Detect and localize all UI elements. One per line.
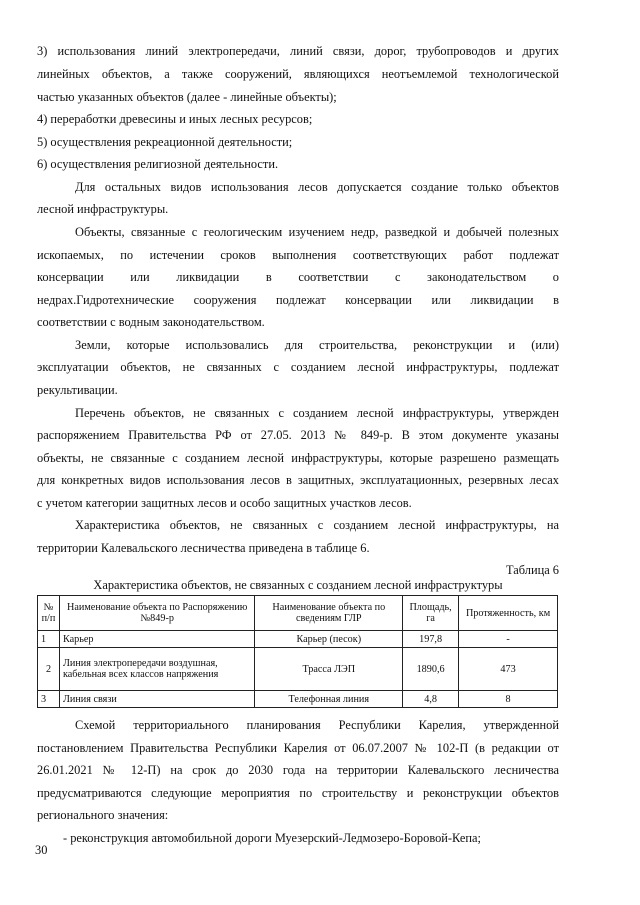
text-line: постановлением Правительства Республики Карелия от 06.07.2007 № 102-П (в редакции от <box>37 741 559 755</box>
cell-number: 3 <box>38 691 60 708</box>
table-row <box>38 631 558 648</box>
text-line: Для остальных видов использования лесов допускается создание только объектов <box>75 180 559 194</box>
table-label: Таблица 6 <box>506 563 559 577</box>
text-line: эксплуатации объектов, не связанных с созданием лесной инфраструктуры, подлежат <box>37 360 559 374</box>
cell-object-glr: Карьер (песок) <box>255 631 403 648</box>
header-number: № п/п <box>38 596 60 631</box>
cell-number: 2 <box>38 648 60 691</box>
cell-area: 197,8 <box>403 631 459 648</box>
text-line: недрах.Гидротехнические сооружения подлежат консервации или ликвидации в <box>37 293 559 307</box>
table-row <box>38 691 558 708</box>
text-line: предусматриваются следующие мероприятия по строительству и реконструкции объектов <box>37 786 559 800</box>
cell-object-glr: Трасса ЛЭП <box>255 648 403 691</box>
objects-table <box>37 595 558 708</box>
text-line: консервации или ликвидации в соответствии с законодательством о <box>37 270 559 284</box>
header-object-order: Наименование объекта по Распоряжению №849-р <box>59 596 254 631</box>
table-row <box>38 648 558 691</box>
cell-length: 8 <box>459 691 558 708</box>
text-line: соответствии с водным законодательством. <box>37 315 265 329</box>
cell-area: 4,8 <box>403 691 459 708</box>
text-line: 6) осуществления религиозной деятельности. <box>37 157 279 171</box>
text-line: линейных объектов, а также сооружений, являющихся неотъемлемой технологической <box>37 67 559 81</box>
text-line: 5) осуществления рекреационной деятельности; <box>37 135 293 149</box>
cell-number: 1 <box>38 631 60 648</box>
text-line: 26.01.2021 № 12-П) на срок до 2030 года на территории Калевальского лесничества <box>37 763 559 777</box>
cell-length: 473 <box>459 648 558 691</box>
text-line: рекультивации. <box>37 383 118 397</box>
text-line: частью указанных объектов (далее - линейные объекты); <box>37 90 337 104</box>
cell-object-order: Карьер <box>59 631 254 648</box>
cell-object-order: Линия связи <box>59 691 254 708</box>
text-line: Земли, которые использовались для строительства, реконструкции и (или) <box>75 338 559 352</box>
text-line: с учетом категории защитных лесов и особо защитных участков лесов. <box>37 496 412 510</box>
text-line: Характеристика объектов, не связанных с созданием лесной инфраструктуры, на <box>75 518 559 532</box>
header-object-glr: Наименование объекта по сведениям ГЛР <box>255 596 403 631</box>
text-line: ископаемых, по истечении сроков выполнения соответствующих работ подлежат <box>37 248 559 262</box>
text-line: - реконструкция автомобильной дороги Муезерский-Ледмозеро-Боровой-Кепа; <box>63 831 481 845</box>
text-line: Схемой территориального планирования Республики Карелия, утвержденной <box>75 718 559 732</box>
text-line: 4) переработки древесины и иных лесных ресурсов; <box>37 112 313 126</box>
text-line: 3) использования линий электропередачи, линий связи, дорог, трубопроводов и других <box>37 44 559 58</box>
text-line: лесной инфраструктуры. <box>37 202 169 216</box>
header-length: Протяженность, км <box>459 596 558 631</box>
text-line: Объекты, связанные с геологическим изучением недр, разведкой и добычей полезных <box>75 225 559 239</box>
table-caption: Характеристика объектов, не связанных с созданием лесной инфраструктуры <box>93 578 503 592</box>
text-line: распоряжением Правительства РФ от 27.05. 2013 № 849-р. В этом документе указаны <box>37 428 559 442</box>
text-line: регионального значения: <box>37 808 169 822</box>
cell-object-glr: Телефонная линия <box>255 691 403 708</box>
cell-length: - <box>459 631 558 648</box>
page-number: 30 <box>35 843 48 857</box>
cell-area: 1890,6 <box>403 648 459 691</box>
text-line: для конкретных видов использования лесов в защитных, эксплуатационных, резервных лесах <box>37 473 559 487</box>
cell-object-order: Линия электропередачи воздушная, кабельная всех классов напряжения <box>59 648 254 691</box>
text-line: Перечень объектов, не связанных с созданием лесной инфраструктуры, утвержден <box>75 406 559 420</box>
table-header-row <box>38 596 558 631</box>
text-line: территории Калевальского лесничества приведена в таблице 6. <box>37 541 370 555</box>
header-area: Площадь, га <box>403 596 459 631</box>
text-line: объекты, не связанные с созданием лесной инфраструктуры, которые разрешено размещать <box>37 451 559 465</box>
